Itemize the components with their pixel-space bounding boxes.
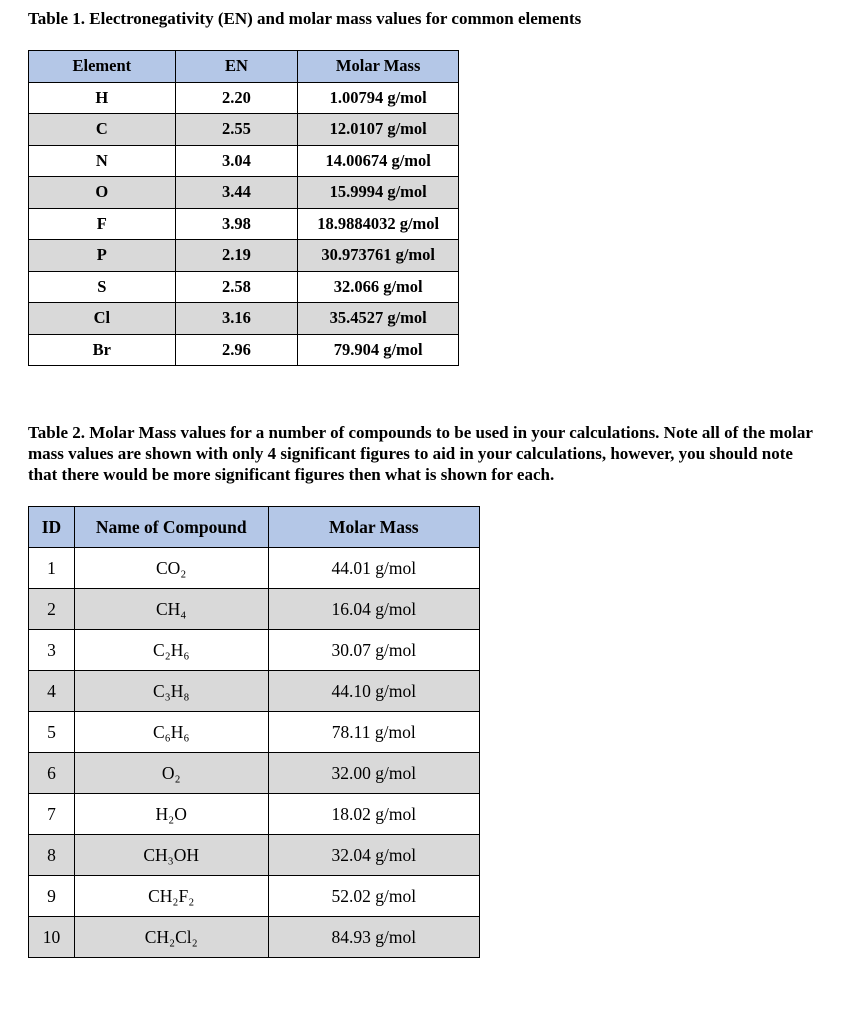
cell-molar-mass: 12.0107 g/mol	[298, 114, 459, 146]
cell-compound: C₃H₈	[74, 671, 268, 712]
cell-compound: CH₄	[74, 589, 268, 630]
cell-molar-mass: 18.02 g/mol	[268, 794, 479, 835]
cell-molar-mass: 15.9994 g/mol	[298, 177, 459, 209]
cell-id: 4	[29, 671, 75, 712]
cell-en: 3.04	[175, 145, 298, 177]
cell-molar-mass: 30.07 g/mol	[268, 630, 479, 671]
cell-en: 2.19	[175, 240, 298, 272]
table1-header-row	[29, 51, 459, 83]
table-row	[29, 917, 480, 958]
cell-compound: CO₂	[74, 548, 268, 589]
cell-element: H	[29, 82, 176, 114]
cell-compound: CH₃OH	[74, 835, 268, 876]
table-row	[29, 271, 459, 303]
table-row	[29, 145, 459, 177]
table-row	[29, 794, 480, 835]
cell-element: O	[29, 177, 176, 209]
table-row	[29, 589, 480, 630]
cell-molar-mass: 78.11 g/mol	[268, 712, 479, 753]
cell-en: 2.96	[175, 334, 298, 366]
table-row	[29, 876, 480, 917]
cell-en: 3.16	[175, 303, 298, 335]
table1-header-element: Element	[29, 51, 176, 83]
cell-molar-mass: 32.04 g/mol	[268, 835, 479, 876]
cell-compound: H₂O	[74, 794, 268, 835]
table2-caption: Table 2. Molar Mass values for a number of compounds to be used in your calculations. Note all of the molar mass values are shown with only 4 significant figures to aid in your calculations, however, you should note that there would be more significant figures then what is shown for each.	[28, 423, 813, 484]
table-row	[29, 240, 459, 272]
cell-molar-mass: 44.10 g/mol	[268, 671, 479, 712]
cell-id: 10	[29, 917, 75, 958]
cell-molar-mass: 30.973761 g/mol	[298, 240, 459, 272]
cell-en: 2.20	[175, 82, 298, 114]
cell-id: 6	[29, 753, 75, 794]
table-row	[29, 208, 459, 240]
table-row	[29, 548, 480, 589]
cell-en: 3.98	[175, 208, 298, 240]
table-row	[29, 177, 459, 209]
cell-molar-mass: 18.9884032 g/mol	[298, 208, 459, 240]
table1-header-en: EN	[175, 51, 298, 83]
cell-element: N	[29, 145, 176, 177]
cell-id: 9	[29, 876, 75, 917]
table-row	[29, 835, 480, 876]
elements-table	[28, 50, 459, 366]
cell-en: 2.55	[175, 114, 298, 146]
cell-molar-mass: 35.4527 g/mol	[298, 303, 459, 335]
table-row	[29, 753, 480, 794]
cell-molar-mass: 44.01 g/mol	[268, 548, 479, 589]
cell-compound: C₂H₆	[74, 630, 268, 671]
table1-header-molar-mass: Molar Mass	[298, 51, 459, 83]
cell-id: 5	[29, 712, 75, 753]
table-row	[29, 82, 459, 114]
cell-element: Cl	[29, 303, 176, 335]
table2-header-row	[29, 507, 480, 548]
cell-molar-mass: 52.02 g/mol	[268, 876, 479, 917]
cell-molar-mass: 32.066 g/mol	[298, 271, 459, 303]
cell-element: Br	[29, 334, 176, 366]
cell-molar-mass: 79.904 g/mol	[298, 334, 459, 366]
table2-header-molar-mass: Molar Mass	[268, 507, 479, 548]
cell-element: P	[29, 240, 176, 272]
cell-en: 2.58	[175, 271, 298, 303]
table-row	[29, 303, 459, 335]
table1-caption: Table 1. Electronegativity (EN) and molar mass values for common elements	[28, 9, 582, 28]
table-row	[29, 114, 459, 146]
cell-id: 7	[29, 794, 75, 835]
table-row	[29, 334, 459, 366]
cell-molar-mass: 32.00 g/mol	[268, 753, 479, 794]
table-row	[29, 712, 480, 753]
cell-compound: CH₂F₂	[74, 876, 268, 917]
cell-element: S	[29, 271, 176, 303]
cell-id: 8	[29, 835, 75, 876]
cell-compound: O₂	[74, 753, 268, 794]
table-row	[29, 671, 480, 712]
cell-compound: C₆H₆	[74, 712, 268, 753]
cell-compound: CH₂Cl₂	[74, 917, 268, 958]
cell-molar-mass: 14.00674 g/mol	[298, 145, 459, 177]
table2-header-compound: Name of Compound	[74, 507, 268, 548]
cell-element: C	[29, 114, 176, 146]
cell-molar-mass: 1.00794 g/mol	[298, 82, 459, 114]
table2-header-id: ID	[29, 507, 75, 548]
compounds-table	[28, 506, 480, 958]
cell-id: 3	[29, 630, 75, 671]
cell-molar-mass: 84.93 g/mol	[268, 917, 479, 958]
cell-molar-mass: 16.04 g/mol	[268, 589, 479, 630]
cell-id: 2	[29, 589, 75, 630]
cell-id: 1	[29, 548, 75, 589]
cell-en: 3.44	[175, 177, 298, 209]
cell-element: F	[29, 208, 176, 240]
table-row	[29, 630, 480, 671]
